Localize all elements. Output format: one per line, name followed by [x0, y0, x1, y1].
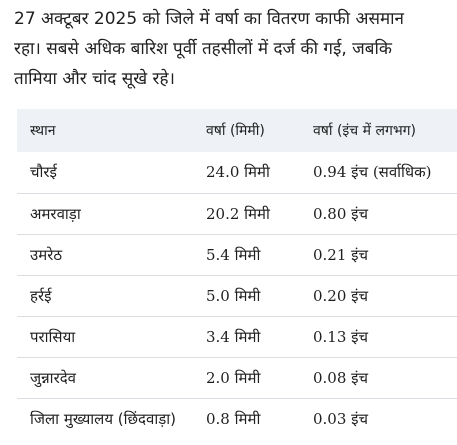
intro-paragraph [14, 4, 418, 94]
intro-line: तामिया और चांद सूखे रहे। [14, 69, 175, 89]
cell-rainfall-inch: 0.20 इंच [313, 286, 369, 305]
table-row [17, 316, 457, 357]
table-header-row [17, 109, 457, 152]
cell-location: परासिया [30, 327, 76, 346]
column-header-location: स्थान [30, 123, 56, 139]
table-row [17, 193, 457, 234]
cell-rainfall-inch: 0.80 इंच [313, 204, 369, 223]
intro-line: 27 अक्टूबर 2025 को जिले में वर्षा का वितरण काफी असमान [14, 9, 404, 29]
intro-line: रहा। सबसे अधिक बारिश पूर्वी तहसीलों में दर्ज की गई, जबकि [14, 39, 392, 59]
column-header-rainfall-inch: वर्षा (इंच में लगभग) [313, 123, 417, 139]
cell-rainfall-inch: 0.13 इंच [313, 327, 369, 346]
cell-rainfall-mm: 0.8 मिमी [206, 409, 261, 428]
table-row [17, 357, 457, 398]
cell-location: अमरवाड़ा [30, 204, 81, 223]
rainfall-table [17, 109, 457, 439]
cell-rainfall-mm: 20.2 मिमी [206, 204, 270, 223]
rainfall-table-scroll-container[interactable] [17, 109, 432, 445]
table-row [17, 398, 457, 439]
cell-location: उमरेठ [30, 245, 63, 264]
cell-rainfall-mm: 2.0 मिमी [206, 368, 261, 387]
cell-rainfall-mm: 3.4 मिमी [206, 327, 261, 346]
cell-location: जुन्नारदेव [30, 368, 77, 387]
column-header-rainfall-mm: वर्षा (मिमी) [206, 123, 265, 139]
cell-rainfall-inch: 0.21 इंच [313, 245, 369, 264]
cell-rainfall-mm: 5.4 मिमी [206, 245, 261, 264]
cell-location: चौरई [30, 163, 57, 182]
table-row [17, 275, 457, 316]
cell-rainfall-inch: 0.03 इंच [313, 409, 369, 428]
cell-location: जिला मुख्यालय (छिंदवाड़ा) [30, 409, 177, 428]
table-row [17, 152, 457, 193]
cell-rainfall-mm: 24.0 मिमी [206, 163, 270, 182]
cell-rainfall-mm: 5.0 मिमी [206, 286, 261, 305]
table-row [17, 234, 457, 275]
cell-rainfall-inch: 0.08 इंच [313, 368, 369, 387]
cell-rainfall-inch: 0.94 इंच (सर्वाधिक) [313, 163, 432, 182]
cell-location: हर्रई [30, 286, 52, 305]
